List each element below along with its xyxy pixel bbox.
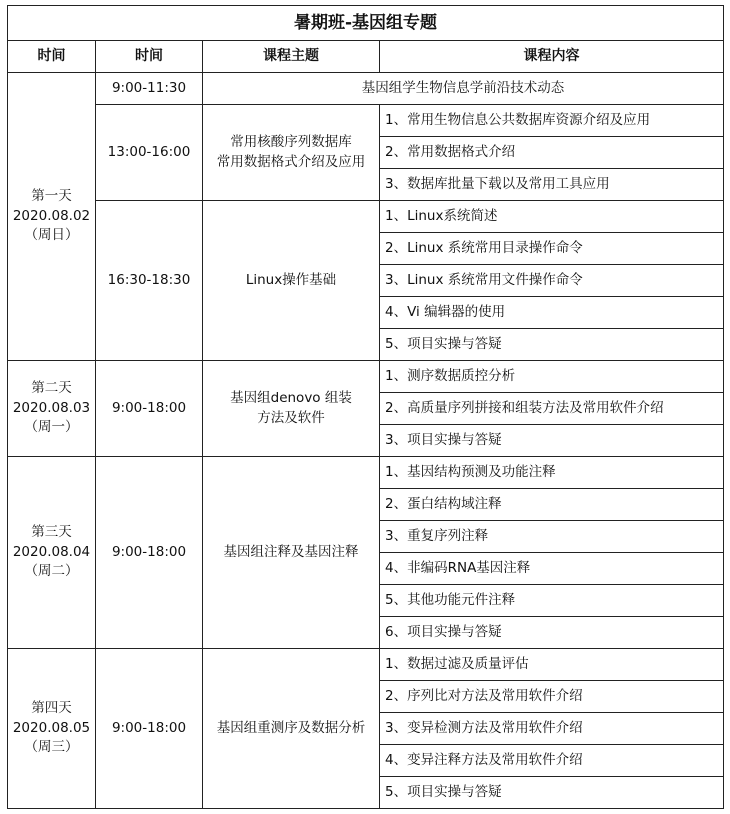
session-time: 9:00-11:30	[96, 73, 203, 105]
session-time: 16:30-18:30	[96, 201, 203, 361]
content-item: 3、变异检测方法及常用软件介绍	[380, 713, 724, 745]
table-row	[8, 361, 724, 393]
content-item: 4、Vi 编辑器的使用	[380, 297, 724, 329]
content-item: 1、常用生物信息公共数据库资源介绍及应用	[380, 105, 724, 137]
content-item: 2、Linux 系统常用目录操作命令	[380, 233, 724, 265]
day-cell	[8, 361, 96, 457]
day-date: 2020.08.05	[12, 719, 91, 736]
content-item: 1、数据过滤及质量评估	[380, 649, 724, 681]
day-date: 2020.08.02	[12, 207, 91, 224]
session-merged-content: 基因组学生物信息学前沿技术动态	[203, 73, 724, 105]
content-item: 3、数据库批量下载以及常用工具应用	[380, 169, 724, 201]
content-item: 2、常用数据格式介绍	[380, 137, 724, 169]
session-time: 13:00-16:00	[96, 105, 203, 201]
day-cell	[8, 457, 96, 649]
schedule-body	[8, 6, 724, 809]
content-item: 4、变异注释方法及常用软件介绍	[380, 745, 724, 777]
content-item: 2、高质量序列拼接和组装方法及常用软件介绍	[380, 393, 724, 425]
table-row	[8, 105, 724, 137]
content-item: 3、Linux 系统常用文件操作命令	[380, 265, 724, 297]
content-item: 1、测序数据质控分析	[380, 361, 724, 393]
table-row	[8, 201, 724, 233]
content-item: 1、基因结构预测及功能注释	[380, 457, 724, 489]
content-item: 4、非编码RNA基因注释	[380, 553, 724, 585]
table-row	[8, 649, 724, 681]
content-item: 5、项目实操与答疑	[380, 329, 724, 361]
content-item: 5、其他功能元件注释	[380, 585, 724, 617]
session-time: 9:00-18:00	[96, 649, 203, 809]
content-item: 5、项目实操与答疑	[380, 777, 724, 809]
session-topic-line: 常用核酸序列数据库	[230, 133, 352, 150]
day-weekday: （周一）	[24, 419, 79, 436]
content-item: 6、项目实操与答疑	[380, 617, 724, 649]
session-topic-line: Linux操作基础	[245, 271, 337, 288]
header-topic: 课程主题	[203, 41, 380, 73]
header-content: 课程内容	[380, 41, 724, 73]
content-item: 1、Linux系统简述	[380, 201, 724, 233]
content-item: 2、蛋白结构域注释	[380, 489, 724, 521]
day-day: 第二天	[31, 380, 72, 397]
content-item: 3、重复序列注释	[380, 521, 724, 553]
day-cell	[8, 73, 96, 361]
day-date: 2020.08.03	[12, 399, 91, 416]
day-day: 第三天	[31, 524, 72, 541]
day-date: 2020.08.04	[12, 543, 91, 560]
schedule-title: 暑期班-基因组专题	[8, 6, 724, 41]
session-topic-line: 基因组重测序及数据分析	[216, 719, 366, 736]
schedule-document	[7, 5, 723, 809]
schedule-table	[7, 5, 724, 809]
day-weekday: （周二）	[24, 563, 79, 580]
table-row	[8, 457, 724, 489]
session-topic	[203, 361, 380, 457]
content-item: 2、序列比对方法及常用软件介绍	[380, 681, 724, 713]
day-cell	[8, 649, 96, 809]
day-day: 第一天	[31, 188, 72, 205]
day-weekday: （周日）	[24, 227, 79, 244]
session-topic	[203, 201, 380, 361]
content-item: 3、项目实操与答疑	[380, 425, 724, 457]
table-row	[8, 73, 724, 105]
session-topic	[203, 105, 380, 201]
session-topic	[203, 457, 380, 649]
session-time: 9:00-18:00	[96, 361, 203, 457]
session-topic-line: 基因组denovo 组装	[230, 389, 352, 406]
session-topic-line: 常用数据格式介绍及应用	[216, 153, 366, 170]
session-time: 9:00-18:00	[96, 457, 203, 649]
session-topic	[203, 649, 380, 809]
header-time: 时间	[96, 41, 203, 73]
day-weekday: （周三）	[24, 739, 79, 756]
session-topic-line: 方法及软件	[257, 409, 325, 426]
day-day: 第四天	[31, 700, 72, 717]
header-day: 时间	[8, 41, 96, 73]
session-topic-line: 基因组注释及基因注释	[223, 543, 359, 560]
